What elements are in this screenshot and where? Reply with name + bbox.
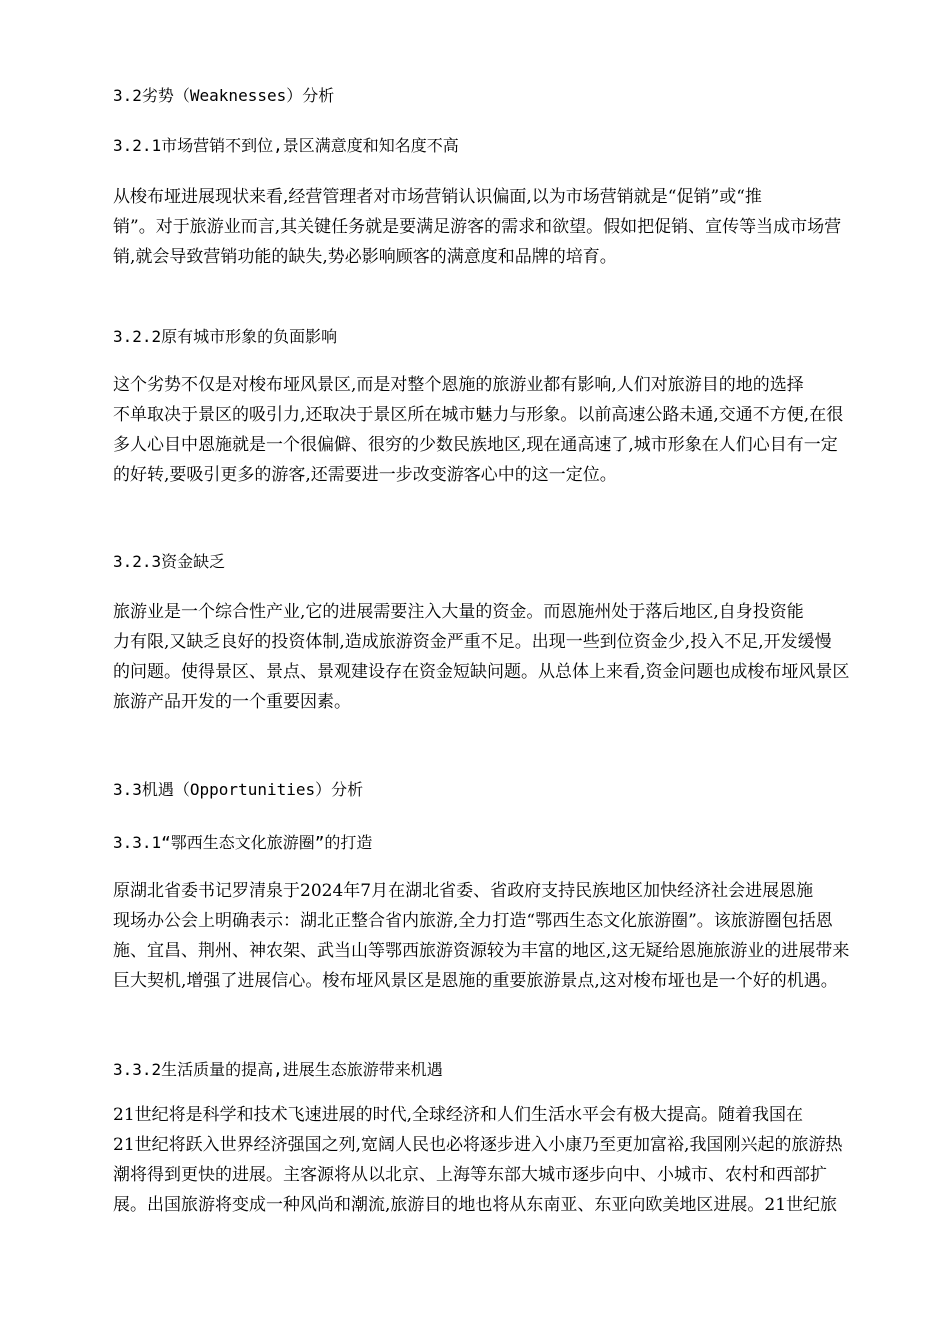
paragraph-line: 施、宜昌、荆州、神农架、武当山等鄂西旅游资源较为丰富的地区,这无疑给恩施旅游业的进展带来 xyxy=(113,941,850,961)
paragraph-line: 的问题。使得景区、景点、景观建设存在资金短缺问题。从总体上来看,资金问题也成梭布垭风景区 xyxy=(113,662,850,682)
paragraph-line: 的好转,要吸引更多的游客,还需要进一步改变游客心中的这一定位。 xyxy=(113,465,617,485)
paragraph-line: 销,就会导致营销功能的缺失,势必影响顾客的满意度和品牌的培育。 xyxy=(113,247,617,267)
paragraph-line: 从梭布垭进展现状来看,经营管理者对市场营销认识偏面,以为市场营销就是“促销”或“推 xyxy=(113,187,762,207)
heading-3-3-1: 3.3.1“鄂西生态文化旅游圈”的打造 xyxy=(113,833,373,852)
paragraph-line: 这个劣势不仅是对梭布垭风景区,而是对整个恩施的旅游业都有影响,人们对旅游目的地的选择 xyxy=(113,375,804,395)
heading-3-2-3: 3.2.3资金缺乏 xyxy=(113,552,226,571)
paragraph-line: 21世纪将是科学和技术飞速进展的时代,全球经济和人们生活水平会有极大提高。随着我国在 xyxy=(113,1105,804,1125)
paragraph-line: 21世纪将跃入世界经济强国之列,宽阔人民也必将逐步进入小康乃至更加富裕,我国刚兴起的旅游热 xyxy=(113,1135,843,1155)
paragraph-3-2-2 xyxy=(113,370,853,490)
paragraph-3-3-1 xyxy=(113,876,853,996)
paragraph-line: 多人心目中恩施就是一个很偏僻、很穷的少数民族地区,现在通高速了,城市形象在人们心目有一定 xyxy=(113,435,838,455)
paragraph-line: 巨大契机,增强了进展信心。梭布垭风景区是恩施的重要旅游景点,这对梭布垭也是一个好的机遇。 xyxy=(113,971,838,991)
paragraph-line: 原湖北省委书记罗清泉于2024年7月在湖北省委、省政府支持民族地区加快经济社会进展恩施 xyxy=(113,881,814,901)
paragraph-line: 潮将得到更快的进展。主客源将从以北京、上海等东部大城市逐步向中、小城市、农村和西部扩 xyxy=(113,1165,827,1185)
heading-3-2-2: 3.2.2原有城市形象的负面影响 xyxy=(113,327,338,346)
paragraph-3-2-3 xyxy=(113,597,853,717)
paragraph-line: 不单取决于景区的吸引力,还取决于景区所在城市魅力与形象。以前高速公路未通,交通不方便,在很 xyxy=(113,405,844,425)
heading-3-2-1: 3.2.1市场营销不到位,景区满意度和知名度不高 xyxy=(113,136,459,155)
paragraph-line: 展。出国旅游将变成一种风尚和潮流,旅游目的地也将从东南亚、东亚向欧美地区进展。21世纪旅 xyxy=(113,1195,838,1215)
paragraph-line: 现场办公会上明确表示：湖北正整合省内旅游,全力打造“鄂西生态文化旅游圈”。该旅游圈包括恩 xyxy=(113,911,833,931)
paragraph-3-3-2 xyxy=(113,1100,853,1220)
heading-3-3-2: 3.3.2生活质量的提高,进展生态旅游带来机遇 xyxy=(113,1060,443,1079)
paragraph-line: 旅游业是一个综合性产业,它的进展需要注入大量的资金。而恩施州处于落后地区,自身投资能 xyxy=(113,602,804,622)
paragraph-3-2-1 xyxy=(113,182,853,272)
paragraph-line: 销”。对于旅游业而言,其关键任务就是要满足游客的需求和欲望。假如把促销、宣传等当成市场营 xyxy=(113,217,842,237)
heading-3-3: 3.3机遇（Opportunities）分析 xyxy=(113,780,364,799)
paragraph-line: 旅游产品开发的一个重要因素。 xyxy=(113,692,351,712)
heading-3-2: 3.2劣势（Weaknesses）分析 xyxy=(113,86,335,105)
paragraph-line: 力有限,又缺乏良好的投资体制,造成旅游资金严重不足。出现一些到位资金少,投入不足,开发缓慢 xyxy=(113,632,832,652)
